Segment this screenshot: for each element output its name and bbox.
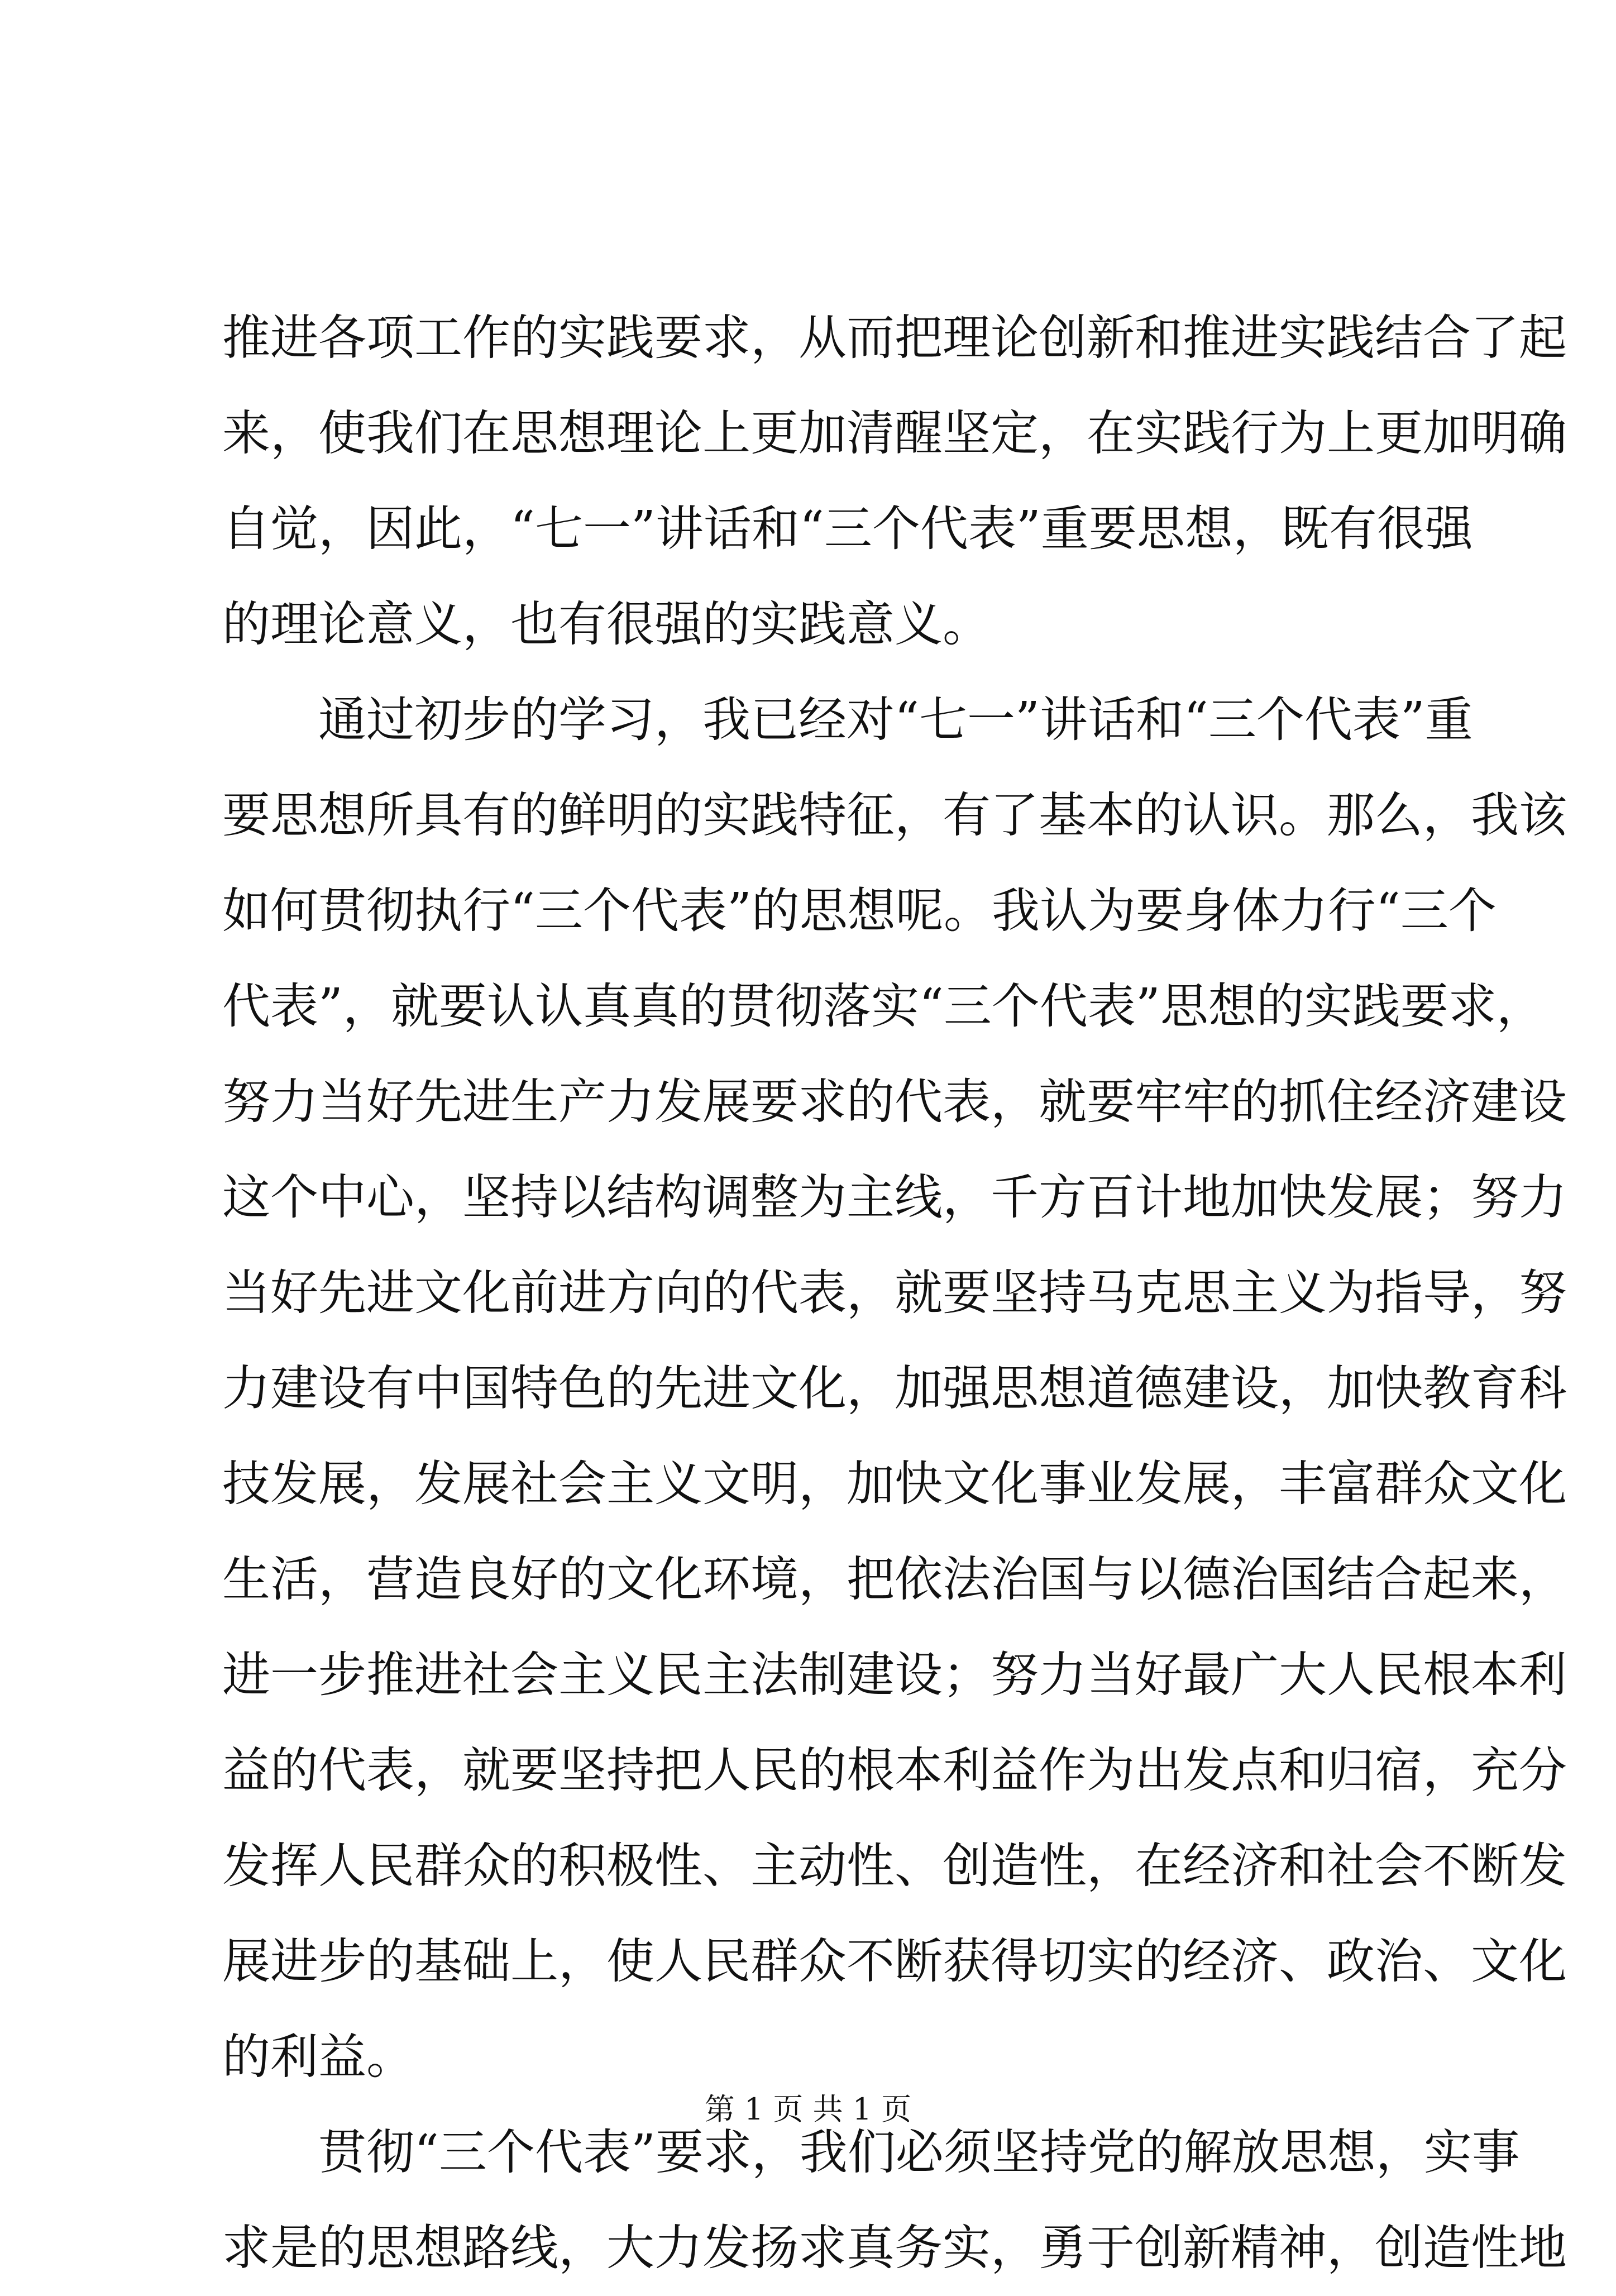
text-line: 益的代表，就要坚持把人民的根本利益作为出发点和归宿，充分 <box>222 1743 1567 1798</box>
text-line: 当好先进文化前进方向的代表，就要坚持马克思主义为指导，努 <box>222 1265 1567 1321</box>
text-line: 自觉，因此，“七一”讲话和“三个代表”重要思想，既有很强 <box>222 501 1473 557</box>
text-line: 展进步的基础上，使人民群众不断获得切实的经济、政治、文化 <box>222 1934 1567 1989</box>
page-footer <box>0 2090 1616 2129</box>
text-line: 技发展，发展社会主义文明，加快文化事业发展，丰富群众文化 <box>222 1456 1567 1512</box>
text-line: 代表”，就要认认真真的贯彻落实“三个代表”思想的实践要求， <box>222 978 1545 1034</box>
text-line: 努力当好先进生产力发展要求的代表，就要牢牢的抓住经济建设 <box>222 1074 1567 1130</box>
text-line: 的利益。 <box>222 2029 414 2085</box>
text-line: 发挥人民群众的积极性、主动性、创造性，在经济和社会不断发 <box>222 1838 1567 1894</box>
text-line: 贯彻“三个代表”要求，我们必须坚持党的解放思想，实事 <box>222 2125 1520 2180</box>
text-line: 这个中心，坚持以结构调整为主线，千方百计地加快发展；努力 <box>222 1170 1567 1225</box>
text-line: 力建设有中国特色的先进文化，加强思想道德建设，加快教育科 <box>222 1361 1567 1416</box>
text-line: 来，使我们在思想理论上更加清醒坚定，在实践行为上更加明确 <box>222 405 1567 461</box>
document-body <box>222 290 1567 2296</box>
text-line: 推进各项工作的实践要求，从而把理论创新和推进实践结合了起 <box>222 310 1567 366</box>
text-line: 如何贯彻执行“三个代表”的思想呢。我认为要身体力行“三个 <box>222 883 1497 939</box>
text-line: 生活，营造良好的文化环境，把依法治国与以德治国结合起来， <box>222 1552 1567 1607</box>
text-line: 要思想所具有的鲜明的实践特征，有了基本的认识。那么，我该 <box>222 787 1567 843</box>
page-number-label: 第 1 页 共 1 页 <box>704 2092 912 2127</box>
text-line: 的理论意义，也有很强的实践意义。 <box>222 596 991 652</box>
text-line: 通过初步的学习，我已经对“七一”讲话和“三个代表”重 <box>222 692 1473 748</box>
text-line: 进一步推进社会主义民主法制建设；努力当好最广大人民根本利 <box>222 1647 1567 1703</box>
text-line: 求是的思想路线，大力发扬求真务实，勇于创新精神，创造性地 <box>222 2220 1567 2276</box>
